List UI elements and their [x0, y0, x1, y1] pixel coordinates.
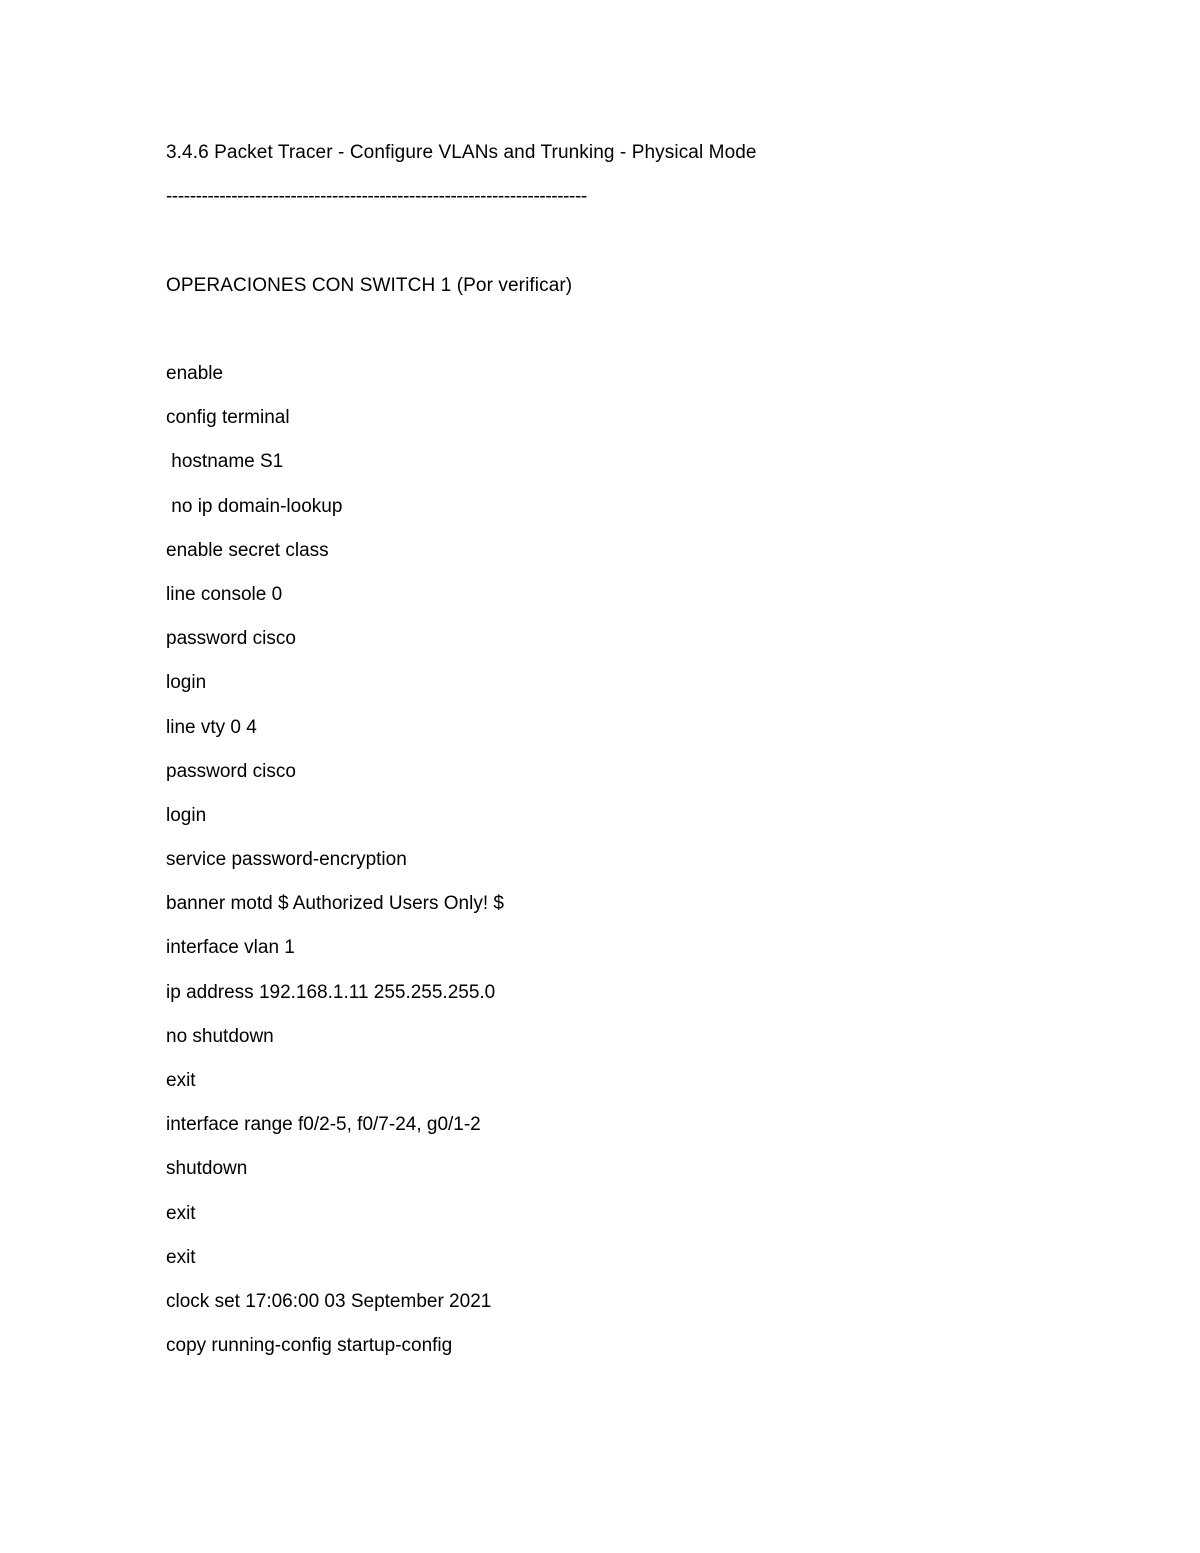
- document-title: 3.4.6 Packet Tracer - Configure VLANs and Trunking - Physical Mode: [166, 142, 757, 163]
- command-line: banner motd $ Authorized Users Only! $: [166, 893, 504, 915]
- command-line: no shutdown: [166, 1025, 274, 1047]
- command-line: ip address 192.168.1.11 255.255.255.0: [166, 981, 496, 1003]
- separator-rule: -----------------------------------------------------------------------: [166, 186, 587, 207]
- command-line: config terminal: [166, 407, 290, 429]
- command-line: password cisco: [166, 760, 296, 782]
- command-line: exit: [166, 1202, 196, 1224]
- command-line: no ip domain-lookup: [166, 495, 343, 517]
- command-list: [166, 363, 504, 1379]
- section-heading: OPERACIONES CON SWITCH 1 (Por verificar): [166, 275, 573, 296]
- command-line: exit: [166, 1246, 196, 1268]
- command-line: line vty 0 4: [166, 716, 257, 738]
- command-line: hostname S1: [166, 451, 284, 473]
- command-line: interface vlan 1: [166, 937, 295, 959]
- command-line: exit: [166, 1070, 196, 1091]
- command-line: line console 0: [166, 583, 283, 605]
- command-line: enable: [166, 363, 224, 384]
- command-line: interface range f0/2-5, f0/7-24, g0/1-2: [166, 1114, 481, 1136]
- command-line: password cisco: [166, 628, 296, 650]
- command-line: login: [166, 804, 207, 826]
- command-line: shutdown: [166, 1158, 248, 1180]
- command-line: clock set 17:06:00 03 September 2021: [166, 1290, 492, 1312]
- command-line: copy running-config startup-config: [166, 1335, 453, 1357]
- command-line: enable secret class: [166, 539, 329, 561]
- command-line: login: [166, 672, 207, 694]
- command-line: service password-encryption: [166, 849, 407, 871]
